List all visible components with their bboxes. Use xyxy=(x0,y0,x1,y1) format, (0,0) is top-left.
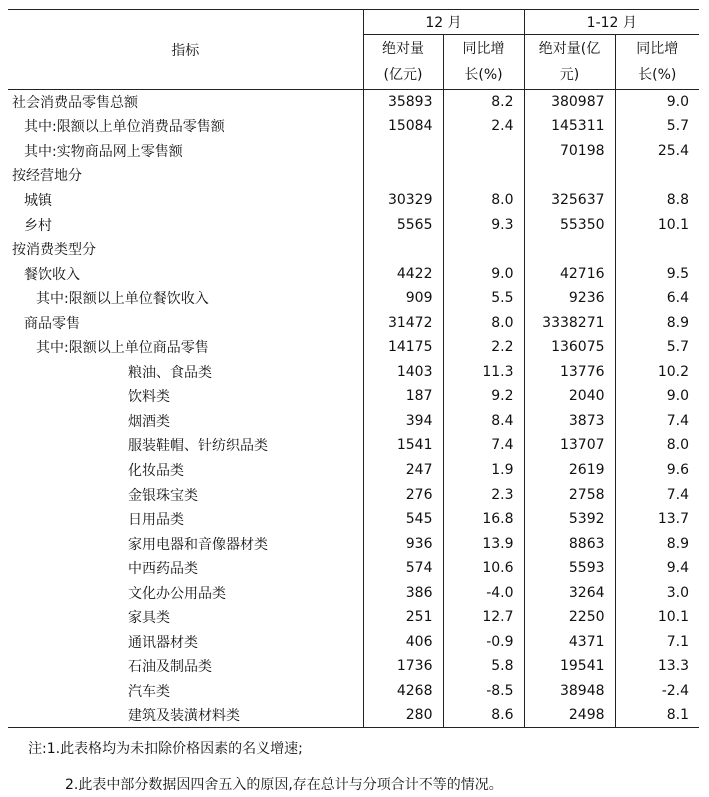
table-row xyxy=(8,482,699,507)
row-month-absolute: 406 xyxy=(363,630,443,655)
table-row xyxy=(8,212,699,237)
row-ytd-yoy: 6.4 xyxy=(615,286,699,311)
row-ytd-yoy: 9.4 xyxy=(615,556,699,581)
note-2: 2.此表中部分数据因四舍五入的原因,存在总计与分项合计不等的情况。 xyxy=(65,777,503,793)
row-ytd-yoy: -2.4 xyxy=(615,679,699,704)
row-ytd-yoy: 8.9 xyxy=(615,531,699,556)
row-ytd-absolute: 42716 xyxy=(524,261,615,286)
row-month-absolute: 251 xyxy=(363,605,443,630)
ytd-absolute-header xyxy=(524,35,615,90)
row-ytd-absolute: 2619 xyxy=(524,458,615,483)
table-row xyxy=(8,139,699,164)
row-indicator-name: 饮料类 xyxy=(128,389,170,406)
table-row xyxy=(8,679,699,704)
month-yoy-header-line2: 长(%) xyxy=(464,67,503,83)
row-ytd-absolute: 136075 xyxy=(524,335,615,360)
row-month-yoy: 8.0 xyxy=(443,310,524,335)
row-ytd-yoy: 5.7 xyxy=(615,335,699,360)
table-row xyxy=(8,507,699,532)
row-month-yoy xyxy=(443,139,524,164)
table-row xyxy=(8,188,699,213)
row-ytd-yoy xyxy=(615,237,699,262)
ytd-yoy-header-line1: 同比增 xyxy=(636,41,679,57)
table-row xyxy=(8,433,699,458)
table-row xyxy=(8,703,699,728)
row-ytd-yoy: 13.3 xyxy=(615,654,699,679)
table-body xyxy=(8,90,699,728)
table-row xyxy=(8,286,699,311)
ytd-yoy-header xyxy=(615,35,699,90)
row-ytd-absolute: 3873 xyxy=(524,409,615,434)
row-month-yoy: 12.7 xyxy=(443,605,524,630)
row-indicator-name: 服装鞋帽、针纺织品类 xyxy=(128,438,268,455)
row-ytd-absolute: 380987 xyxy=(524,90,615,115)
table-row xyxy=(8,261,699,286)
row-month-absolute: 1736 xyxy=(363,654,443,679)
row-month-yoy: 1.9 xyxy=(443,458,524,483)
row-indicator-name: 其中:实物商品网上零售额 xyxy=(24,143,183,160)
note-1: 注:1.此表格均为未扣除价格因素的名义增速; xyxy=(28,741,303,757)
row-month-absolute: 15084 xyxy=(363,114,443,139)
row-ytd-absolute: 5593 xyxy=(524,556,615,581)
retail-sales-table xyxy=(8,9,699,728)
row-month-absolute: 14175 xyxy=(363,335,443,360)
row-month-yoy: -4.0 xyxy=(443,580,524,605)
row-indicator-name: 日用品类 xyxy=(128,512,184,529)
row-ytd-absolute: 2498 xyxy=(524,703,615,728)
row-indicator-name: 其中:限额以上单位消费品零售额 xyxy=(24,119,225,136)
row-indicator-name: 建筑及装潢材料类 xyxy=(128,708,240,725)
row-ytd-yoy: 13.7 xyxy=(615,507,699,532)
row-ytd-absolute: 13776 xyxy=(524,360,615,385)
row-ytd-yoy: 9.5 xyxy=(615,261,699,286)
row-ytd-absolute: 325637 xyxy=(524,188,615,213)
row-month-yoy: 2.3 xyxy=(443,482,524,507)
row-ytd-yoy: 7.4 xyxy=(615,482,699,507)
table-row xyxy=(8,580,699,605)
row-ytd-absolute: 145311 xyxy=(524,114,615,139)
row-month-absolute: 574 xyxy=(363,556,443,581)
row-month-absolute: 909 xyxy=(363,286,443,311)
table-header xyxy=(8,10,699,90)
row-indicator-name: 汽车类 xyxy=(128,683,170,700)
row-month-yoy: 8.0 xyxy=(443,188,524,213)
table-row xyxy=(8,335,699,360)
row-ytd-yoy: 3.0 xyxy=(615,580,699,605)
row-month-yoy: 8.4 xyxy=(443,409,524,434)
row-month-absolute: 247 xyxy=(363,458,443,483)
row-month-yoy: 9.2 xyxy=(443,384,524,409)
row-indicator-name: 按经营地分 xyxy=(12,168,82,185)
table-row xyxy=(8,237,699,262)
row-month-absolute: 187 xyxy=(363,384,443,409)
table-row xyxy=(8,605,699,630)
table-row xyxy=(8,654,699,679)
table-row xyxy=(8,531,699,556)
month-yoy-header-line1: 同比增 xyxy=(462,41,505,57)
row-ytd-yoy: 9.0 xyxy=(615,90,699,115)
row-month-yoy: 9.3 xyxy=(443,212,524,237)
row-indicator-name: 家具类 xyxy=(128,610,170,627)
row-ytd-yoy: 7.4 xyxy=(615,409,699,434)
row-ytd-yoy: 8.0 xyxy=(615,433,699,458)
row-ytd-absolute: 9236 xyxy=(524,286,615,311)
indicator-header: 指标 xyxy=(8,10,363,90)
table-row xyxy=(8,409,699,434)
row-month-yoy: 9.0 xyxy=(443,261,524,286)
row-month-absolute: 35893 xyxy=(363,90,443,115)
row-month-yoy xyxy=(443,163,524,188)
row-month-yoy: 11.3 xyxy=(443,360,524,385)
month-absolute-header-line1: 绝对量 xyxy=(382,41,424,57)
ytd-absolute-header-line2: 元) xyxy=(559,67,580,83)
row-indicator-name: 粮油、食品类 xyxy=(128,364,212,381)
row-indicator-name: 石油及制品类 xyxy=(128,659,212,676)
row-month-absolute: 276 xyxy=(363,482,443,507)
row-ytd-absolute: 55350 xyxy=(524,212,615,237)
row-ytd-yoy: 8.1 xyxy=(615,703,699,728)
row-month-yoy xyxy=(443,237,524,262)
row-month-absolute: 4422 xyxy=(363,261,443,286)
row-month-absolute: 936 xyxy=(363,531,443,556)
row-indicator-name: 社会消费品零售总额 xyxy=(12,95,138,112)
table-row xyxy=(8,384,699,409)
row-ytd-absolute: 2758 xyxy=(524,482,615,507)
row-ytd-yoy: 8.8 xyxy=(615,188,699,213)
row-month-yoy: 5.8 xyxy=(443,654,524,679)
month-absolute-header xyxy=(363,35,443,90)
row-month-yoy: 2.2 xyxy=(443,335,524,360)
row-ytd-absolute: 5392 xyxy=(524,507,615,532)
row-indicator-name: 商品零售 xyxy=(24,315,80,332)
table-row xyxy=(8,556,699,581)
row-ytd-yoy: 5.7 xyxy=(615,114,699,139)
table-row xyxy=(8,163,699,188)
table-row xyxy=(8,360,699,385)
row-ytd-yoy xyxy=(615,163,699,188)
row-ytd-yoy: 8.9 xyxy=(615,310,699,335)
ytd-yoy-header-line2: 长(%) xyxy=(638,67,677,83)
row-month-absolute: 30329 xyxy=(363,188,443,213)
ytd-group-header: 1-12 月 xyxy=(524,10,699,35)
month-yoy-header xyxy=(443,35,524,90)
row-ytd-absolute: 3264 xyxy=(524,580,615,605)
row-month-absolute: 1403 xyxy=(363,360,443,385)
row-ytd-absolute: 70198 xyxy=(524,139,615,164)
row-ytd-yoy: 7.1 xyxy=(615,630,699,655)
row-month-yoy: 5.5 xyxy=(443,286,524,311)
row-month-absolute: 394 xyxy=(363,409,443,434)
table-row xyxy=(8,114,699,139)
row-ytd-yoy: 10.2 xyxy=(615,360,699,385)
row-month-yoy: 10.6 xyxy=(443,556,524,581)
row-month-yoy: -8.5 xyxy=(443,679,524,704)
row-month-yoy: 13.9 xyxy=(443,531,524,556)
row-indicator-name: 乡村 xyxy=(24,217,52,234)
row-indicator-name: 其中:限额以上单位商品零售 xyxy=(36,340,209,357)
row-month-absolute: 5565 xyxy=(363,212,443,237)
row-ytd-absolute: 2040 xyxy=(524,384,615,409)
row-indicator-name: 烟酒类 xyxy=(128,413,170,430)
row-month-absolute xyxy=(363,163,443,188)
row-month-absolute: 545 xyxy=(363,507,443,532)
row-ytd-absolute xyxy=(524,163,615,188)
row-indicator-name: 家用电器和音像器材类 xyxy=(128,536,268,553)
row-ytd-absolute: 19541 xyxy=(524,654,615,679)
table-row xyxy=(8,90,699,115)
row-month-absolute xyxy=(363,139,443,164)
row-indicator-name: 其中:限额以上单位餐饮收入 xyxy=(36,291,209,308)
row-month-absolute: 31472 xyxy=(363,310,443,335)
row-month-absolute xyxy=(363,237,443,262)
row-ytd-yoy: 9.0 xyxy=(615,384,699,409)
row-indicator-name: 城镇 xyxy=(24,192,52,209)
row-month-yoy: -0.9 xyxy=(443,630,524,655)
row-month-yoy: 7.4 xyxy=(443,433,524,458)
row-ytd-absolute: 3338271 xyxy=(524,310,615,335)
row-ytd-absolute: 2250 xyxy=(524,605,615,630)
row-indicator-name: 金银珠宝类 xyxy=(128,487,198,504)
row-ytd-yoy: 10.1 xyxy=(615,605,699,630)
row-ytd-yoy: 25.4 xyxy=(615,139,699,164)
row-month-yoy: 8.6 xyxy=(443,703,524,728)
row-month-absolute: 4268 xyxy=(363,679,443,704)
row-indicator-name: 按消费类型分 xyxy=(12,242,96,259)
ytd-absolute-header-line1: 绝对量(亿 xyxy=(538,41,601,57)
row-month-yoy: 2.4 xyxy=(443,114,524,139)
month-group-header: 12 月 xyxy=(363,10,524,35)
row-month-absolute: 280 xyxy=(363,703,443,728)
table-row xyxy=(8,310,699,335)
row-ytd-yoy: 9.6 xyxy=(615,458,699,483)
month-absolute-header-line2: (亿元) xyxy=(383,67,423,83)
row-ytd-yoy: 10.1 xyxy=(615,212,699,237)
row-ytd-absolute xyxy=(524,237,615,262)
row-month-yoy: 16.8 xyxy=(443,507,524,532)
row-month-absolute: 1541 xyxy=(363,433,443,458)
row-month-absolute: 386 xyxy=(363,580,443,605)
row-indicator-name: 通讯器材类 xyxy=(128,634,198,651)
table-row xyxy=(8,630,699,655)
row-ytd-absolute: 8863 xyxy=(524,531,615,556)
row-ytd-absolute: 38948 xyxy=(524,679,615,704)
row-ytd-absolute: 13707 xyxy=(524,433,615,458)
row-month-yoy: 8.2 xyxy=(443,90,524,115)
row-indicator-name: 餐饮收入 xyxy=(24,266,80,283)
row-ytd-absolute: 4371 xyxy=(524,630,615,655)
retail-sales-table-container xyxy=(8,9,699,728)
row-indicator-name: 文化办公用品类 xyxy=(128,585,226,602)
row-indicator-name: 中西药品类 xyxy=(128,561,198,578)
table-row xyxy=(8,458,699,483)
row-indicator-name: 化妆品类 xyxy=(128,462,184,479)
